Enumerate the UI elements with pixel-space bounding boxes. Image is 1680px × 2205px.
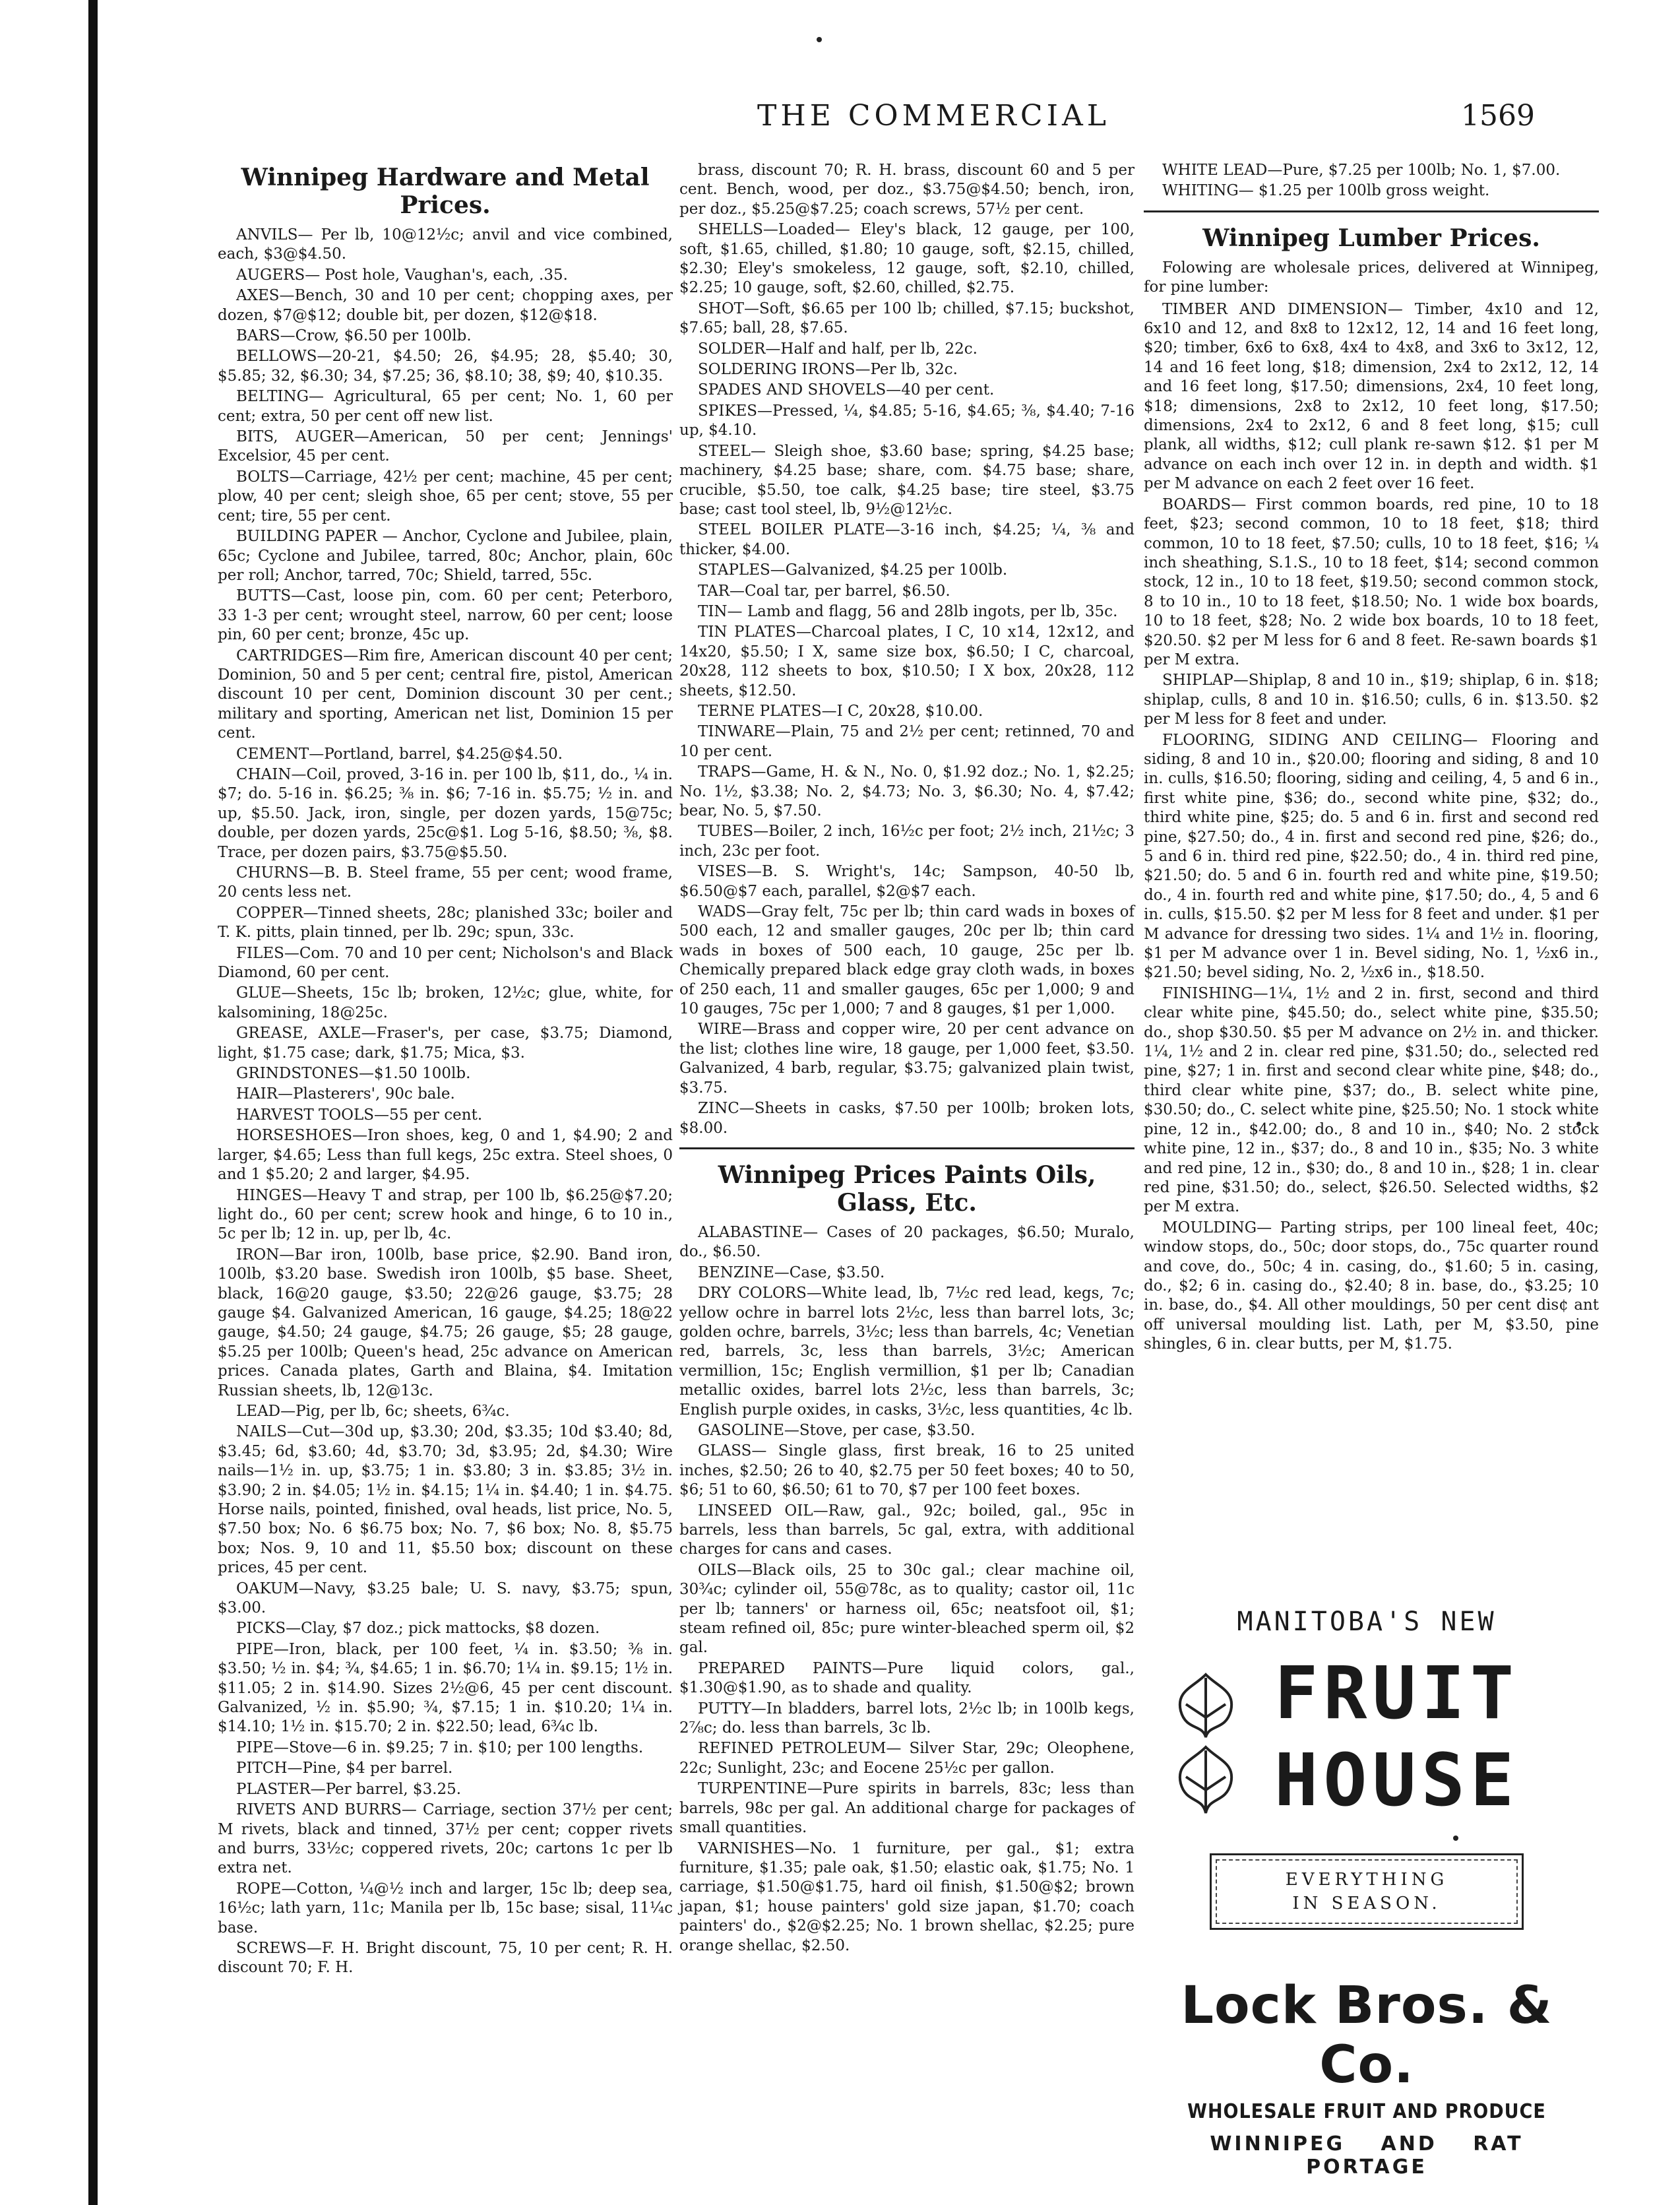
price-entry: BOARDS— First common boards, red pine, 10 to 18 feet, $23; second common, 10 to 18 feet, $18; third common, 10 to 18 feet, $7.50; culls, 10 to 18 feet, $16; ¼ inch sheathing, S.1.S., 10 to 18 feet, $14; second common stock, 12 in., 10 to 18 feet, $19.50; second common stock, 8 to 10 in., 10 to 18 feet, $18.50; No. 1 wide box boards, 10 to 18 feet, $28; No. 2 wide box boards, 10 to 18 feet, $20.50. $2 per M less for 6 and 8 feet. Re-sawn boards $1 per M extra.	[1144, 495, 1599, 668]
lumber-entries	[1144, 300, 1599, 1355]
price-entry: STEEL— Sleigh shoe, $3.60 base; spring, $4.25 base; machinery, $4.25 base; share, com. $4.75 base; share, crucible, $5.50, toe calk, $4.25 base; tire steel, $3.75 base; cast tool steel, lb, 9½@12½c.	[679, 442, 1135, 518]
price-entry: TIMBER AND DIMENSION— Timber, 4x10 and 12, 6x10 and 12, and 8x8 to 12x12, 12, 14 and 16 feet long, $20; timber, 6x6 to 6x8, 4x4 to 4x8, and 3x6 to 3x12, 12, 14 and 16 feet long, $18; dimension, 2x4 to 2x12, 12, 14 and 16 feet long, $17.50; dimensions, 2x4, 10 feet long, $18; dimensions, 2x8 to 2x12, 10 feet long, $17.50; dimensions, 2x4 to 2x12, 6 and 8 feet long, $15; cull plank, all widths, $12; cull plank re-sawn $12. $1 per M advance on each inch over 12 in. in depth and width. $1 per M advance on each 2 feet over 16 feet.	[1144, 300, 1599, 493]
price-entry: WHITING— $1.25 per 100lb gross weight.	[1162, 182, 1490, 200]
paints-section-title: Winnipeg Prices Paints Oils, Glass, Etc.	[718, 1161, 1096, 1217]
ad-tagline: MANITOBA'S NEW	[1237, 1607, 1497, 1637]
price-entry: CEMENT—Portland, barrel, $4.25@$4.50.	[236, 745, 563, 763]
price-entry: PICKS—Clay, $7 doz.; pick mattocks, $8 dozen.	[236, 1620, 600, 1638]
column-1	[218, 161, 673, 1979]
price-entry: BELLOWS—20-21, $4.50; 26, $4.95; 28, $5.40; 30, $5.85; 32, $6.30; 34, $7.25; 36, $8.10; 38, $9; 40, $10.35.	[218, 348, 673, 385]
price-entry: COPPER—Tinned sheets, 28c; planished 33c; boiler and T. K. pitts, plain tinned, per lb. 29c; spun, 33c.	[218, 904, 673, 942]
price-entry: BITS, AUGER—American, 50 per cent; Jennings' Excelsior, 45 per cent.	[218, 428, 673, 465]
price-entry: TIN— Lamb and flagg, 56 and 28lb ingots, per lb, 35c.	[698, 602, 1118, 620]
price-entry: BOLTS—Carriage, 42½ per cent; machine, 45 per cent; plow, 40 per cent; sleigh shoe, 65 per cent; stove, 55 per cent; tire, 55 per cent.	[218, 468, 673, 525]
grape-leaf-icon	[1173, 1671, 1239, 1816]
price-entry: MOULDING— Parting strips, per 100 lineal feet, 40c; window stops, do., 50c; door stops, do., 75c quarter round and cove, do., 50c; 4 in. casing, do., $1.60; 5 in. casing, do., $2; 6 in. casing do., $2.40; 8 in. base, do., $3.25; 10 in. base, do., $4. All other mouldings, 50 per cent dis¢ ant off universal moulding list. Lath, per M, $3.50, pine shingles, 6 in. clear butts, per M, $1.75.	[1144, 1219, 1599, 1353]
running-title: THE COMMERCIAL	[757, 99, 1110, 133]
price-entry: CHAIN—Coil, proved, 3-16 in. per 100 lb, $11, do., ¼ in. $7; do. 5-16 in. $6.25; ⅜ in. $6; 7-16 in. $5.75; ½ in. and up, $5.50. Jack, iron, single, per dozen yards, 15@75c; double, per dozen yards, 25c@$1. Log 5-16, $8.50; ⅜, $8. Trace, per dozen pairs, $3.75@$5.50.	[218, 765, 673, 861]
price-entry: SHELLS—Loaded— Eley's black, 12 gauge, per 100, soft, $1.65, chilled, $1.80; 10 gauge, soft, $2.15, chilled, $2.30; Eley's smokeless, 12 gauge, soft, $2.10, chilled, $2.25; 10 gauge, soft, $2.60, chilled, $2.75.	[679, 221, 1135, 297]
price-entry: FLOORING, SIDING AND CEILING— Flooring and siding, 8 and 10 in., $20.00; flooring and siding, 8 and 10 in. culls, $16.50; flooring, siding and ceiling, 4, 5 and 6 in., first white pine, $36; do., second white pine, $32; do., third white pine, $25; do. 5 and 6 in. first and second red pine, $27.50; do., 4 in. first and second red pine, $26; do., 5 and 6 in. third red pine, $22.50; do., 4 in. third red pine, $21.50; do. 5 and 6 in. fourth red and white pine, $19.50; do., 4 in. fourth red and white pine, $17.50; do., 4, 5 and 6 in. culls, $15.50. $2 per M less for 8 feet and under. $1 per M advance for dressing two sides. 1¼ and 1½ in. flooring, $1 per M advance over 1 in. Bevel siding, No. 1, ½x6 in., $21.50; bevel siding, No. 2, ½x6 in., $18.50.	[1144, 731, 1599, 982]
banner-line-1: EVERYTHING	[1285, 1870, 1448, 1890]
lumber-intro: Folowing are wholesale prices, delivered at Winnipeg, for pine lumber:	[1144, 259, 1599, 296]
price-entry: OAKUM—Navy, $3.25 bale; U. S. navy, $3.75; spun, $3.00.	[218, 1580, 673, 1617]
price-entry: HARVEST TOOLS—55 per cent.	[236, 1106, 483, 1124]
column-2	[679, 161, 1135, 1957]
ad-logo	[1149, 1653, 1584, 1831]
price-entry: HORSESHOES—Iron shoes, keg, 0 and 1, $4.90; 2 and larger, $4.65; Less than full kegs, 25c extra. Steel shoes, 0 and 1 $5.20; 2 and larger, $4.95.	[218, 1127, 673, 1184]
price-entry: PLASTER—Per barrel, $3.25.	[236, 1780, 462, 1798]
price-entry: SHOT—Soft, $6.65 per 100 lb; chilled, $7.15; buckshot, $7.65; ball, 28, $7.65.	[679, 300, 1135, 337]
price-entry: PIPE—Iron, black, per 100 feet, ¼ in. $3.50; ⅜ in. $3.50; ½ in. $4; ¾, $4.65; 1 in. $6.70; 1¼ in. $9.15; 1½ in. $11.05; 2 in. $14.90. Sizes 2½@6, 45 per cent discount. Galvanized, ½ in. $5.90; ¾, $7.15; 1 in. $10.20; 1¼ in. $14.10; 1½ in. $15.70; 2 in. $22.50; lead, 6¾c lb.	[218, 1640, 673, 1736]
price-entry: ZINC—Sheets in casks, $7.50 per 100lb; broken lots, $8.00.	[679, 1100, 1135, 1137]
price-entry: TRAPS—Game, H. & N., No. 0, $1.92 doz.; No. 1, $2.25; No. 1½, $3.38; No. 2, $4.73; No. 3, $6.30; No. 4, $7.42; bear, No. 5, $7.50.	[679, 763, 1135, 819]
price-entry: ANVILS— Per lb, 10@12½c; anvil and vice combined, each, $3@$4.50.	[218, 226, 673, 263]
section-divider	[679, 1147, 1135, 1149]
price-entry: TIN PLATES—Charcoal plates, I C, 10 x14, 12x12, and 14x20, $5.50; I X, same size box, $6.50; I C, charcoal, 20x28, 112 sheets to box, $10.50; I X box, 20x28, 112 sheets, $12.50.	[679, 623, 1135, 699]
section-divider	[1144, 210, 1599, 212]
price-entry: LINSEED OIL—Raw, gal., 92c; boiled, gal., 95c in barrels, less than barrels, 5c gal, extra, with additional charges for cans and cases.	[679, 1502, 1135, 1558]
price-entry: AUGERS— Post hole, Vaughan's, each, .35.	[236, 266, 568, 284]
price-entry: REFINED PETROLEUM— Silver Star, 29c; Oleophene, 22c; Sunlight, 23c; and Eocene 25½c per gallon.	[679, 1740, 1135, 1777]
paints-entries-continued	[1144, 161, 1599, 201]
price-entry: CHURNS—B. B. Steel frame, 55 per cent; wood frame, 20 cents less net.	[218, 864, 673, 901]
price-entry: GREASE, AXLE—Fraser's, per case, $3.75; Diamond, light, $1.75 case; dark, $1.75; Mica, $3.	[218, 1025, 673, 1062]
price-entry: ALABASTINE— Cases of 20 packages, $6.50; Muralo, do., $6.50.	[679, 1223, 1135, 1261]
hardware-entries-continued	[679, 161, 1135, 1138]
price-entry: NAILS—Cut—30d up, $3.30; 20d, $3.35; 10d $3.40; 8d, $3.45; 6d, $3.60; 4d, $3.70; 3d, $3.95; 2d, $4.30; Wire nails—1½ in. up, $3.75; 1 in. $3.80; 3 in. $3.85; 3½ in. $3.90; 2 in. $4.05; 1½ in. $4.15; 1¼ in. $4.40; 1 in. $4.75. Horse nails, pointed, finished, oval heads, list price, No. 5, $7.50 box; No. 6 $6.75 box; No. 7, $6 box; No. 8, $5.75 box; Nos. 9, 10 and 11, $5.50 box; discount on these prices, 45 per cent.	[218, 1423, 673, 1577]
price-entry: PREPARED PAINTS—Pure liquid colors, gal., $1.30@$1.90, as to shade and quality.	[679, 1659, 1135, 1697]
price-entry: WADS—Gray felt, 75c per lb; thin card wads in boxes of 500 each, 12 and smaller gauges, 20c per lb; thin card wads in boxes of 500 each, 10 gauge, 25c per lb. Chemically prepared black edge gray cloth wads, in boxes of 250 each, 11 and smaller gauges, 65c per 1,000; 9 and 10 gauges, 75c per 1,000; 7 and 8 gauges, $1 per 1,000.	[679, 903, 1135, 1018]
price-entry: GASOLINE—Stove, per case, $3.50.	[698, 1421, 976, 1439]
price-entry: BUILDING PAPER — Anchor, Cyclone and Jubilee, plain, 65c; Cyclone and Jubilee, tarred, 80c; Anchor, plain, 60c per roll; Anchor, tarred, 70c; Shield, tarred, 55c.	[218, 528, 673, 584]
fruit-house-advertisement	[1149, 1600, 1584, 2179]
ad-word-house: HOUSE	[1274, 1738, 1520, 1822]
price-entry: TUBES—Boiler, 2 inch, 16½c per foot; 2½ inch, 21½c; 3 inch, 23c per foot.	[679, 823, 1135, 860]
lumber-section-title: Winnipeg Lumber Prices.	[1202, 224, 1540, 252]
price-entry: GLASS— Single glass, first break, 16 to 25 united inches, $2.50; 26 to 40, $2.75 per 50 feet boxes; 40 to 50, $6; 51 to 60, $6.50; 61 to 70, $7 per 100 feet boxes.	[679, 1442, 1135, 1499]
price-entry: BELTING— Agricultural, 65 per cent; No. 1, 60 per cent; extra, 50 per cent off new list.	[218, 388, 673, 425]
column-3	[1144, 161, 1599, 1356]
price-entry: SOLDER—Half and half, per lb, 22c.	[698, 340, 978, 358]
price-entry: TINWARE—Plain, 75 and 2½ per cent; retinned, 70 and 10 per cent.	[679, 723, 1135, 760]
ad-banner	[1210, 1853, 1524, 1930]
paints-entries	[679, 1223, 1135, 1956]
price-entry: STAPLES—Galvanized, $4.25 per 100lb.	[698, 561, 1008, 579]
firm-locations: WINNIPEG AND RAT PORTAGE	[1210, 2132, 1524, 2179]
firm-name: Lock Bros. & Co.	[1181, 1976, 1553, 2095]
price-entry: OILS—Black oils, 25 to 30c gal.; clear machine oil, 30¾c; cylinder oil, 55@78c, as to quality; castor oil, 11c per lb; tanners' or harness oil, 65c; neatsfoot oil, $1; steam refined oil, 85c; pure winter-bleached sperm oil, $2 gal.	[679, 1561, 1135, 1657]
price-entry: GLUE—Sheets, 15c lb; broken, 12½c; glue, white, for kalsomining, 18@25c.	[218, 984, 673, 1021]
price-entry: VISES—B. S. Wright's, 14c; Sampson, 40-50 lb, $6.50@$7 each, parallel, $2@$7 each.	[679, 863, 1135, 900]
price-entry: TERNE PLATES—I C, 20x28, $10.00.	[698, 702, 983, 720]
ink-speck	[817, 37, 822, 42]
price-entry: IRON—Bar iron, 100lb, base price, $2.90. Band iron, 100lb, $3.20 base. Swedish iron 100lb, $5 base. Sheet, black, 16@20 gauge, $3.50; 22@26 gauge, $3.75; 28 gauge $4. Galvanized American, 16 gauge, $4.25; 18@22 gauge, $4.50; 24 gauge, $4.75; 26 gauge, $5; 28 gauge, $5.25 per 100lb; Queen's head, 25c advance on American prices. Canada plates, Garth and Blaina, $4. Imitation Russian sheets, lb, 12@13c.	[218, 1246, 673, 1399]
price-entry: RIVETS AND BURRS— Carriage, section 37½ per cent; M rivets, black and tinned, 37½ per cent; copper rivets and burrs, 33½c; coppered rivets, 20c; cartons 1c per lb extra net.	[218, 1801, 673, 1877]
price-entry: PIPE—Stove—6 in. $9.25; 7 in. $10; per 100 lengths.	[236, 1739, 644, 1756]
price-entry: SPIKES—Pressed, ¼, $4.85; 5-16, $4.65; ⅜, $4.40; 7-16 up, $4.10.	[679, 402, 1135, 439]
price-entry: AXES—Bench, 30 and 10 per cent; chopping axes, per dozen, $7@$12; double bit, per dozen, $12@$18.	[218, 287, 673, 324]
price-entry: PUTTY—In bladders, barrel lots, 2½c lb; in 100lb kegs, 2⅞c; do. less than barrels, 3c lb.	[679, 1700, 1135, 1737]
price-entry: SPADES AND SHOVELS—40 per cent.	[698, 381, 995, 399]
price-entry: brass, discount 70; R. H. brass, discount 60 and 5 per cent. Bench, wood, per doz., $3.75@$4.50; bench, iron, per doz., $5.25@$7.25; coach screws, 57½ per cent.	[679, 162, 1135, 218]
price-entry: HINGES—Heavy T and strap, per 100 lb, $6.25@$7.20; light do., 60 per cent; screw hook and hinge, 6 to 10 in., 5c per lb; 12 in. up, per lb, 4c.	[218, 1186, 673, 1243]
price-entry: BENZINE—Case, $3.50.	[698, 1263, 885, 1281]
page-number: 1569	[1461, 99, 1535, 133]
price-entry: BUTTS—Cast, loose pin, com. 60 per cent; Peterboro, 33 1-3 per cent; wrought steel, narrow, 60 per cent; loose pin, 60 per cent; bronze, 45c up.	[218, 587, 673, 644]
hardware-section-title: Winnipeg Hardware and Metal Prices.	[241, 164, 650, 219]
price-entry: HAIR—Plasterers', 90c bale.	[236, 1085, 455, 1103]
price-entry: FINISHING—1¼, 1½ and 2 in. first, second and third clear white pine, $45.50; do., select white pine, $35.50; do., shop $30.50. $5 per M advance on 2½ in. and thicker. 1¼, 1½ and 2 in. clear red pine, $31.50; do., selected red pine, $27; 1 in. first and second clear white pine, $48; do., third clear white pine, $37; do., B. select white pine, $30.50; do., C. select white pine, $25.50; No. 1 stock white pine, 12 in., $42.00; do., 8 and 10 in., $40; No. 2 stock white pine, 12 in., $37; do., 8 and 10 in., $35; No. 3 white and red pine, 12 in., $30; do., 8 and 10 in., $28; 1 in. clear red pine, $31.50; do., select, $26.50. Selected widths, $2 per M extra.	[1144, 984, 1599, 1216]
hardware-entries	[218, 226, 673, 1978]
firm-description: WHOLESALE FRUIT AND PRODUCE	[1187, 2100, 1546, 2123]
price-entry: TAR—Coal tar, per barrel, $6.50.	[698, 582, 950, 600]
price-entry: CARTRIDGES—Rim fire, American discount 40 per cent; Dominion, 50 and 5 per cent; central fire, pistol, American discount 10 per cent, Dominion discount 30 per cent.; military and sporting, American net list, Dominion 15 per cent.	[218, 647, 673, 742]
price-entry: STEEL BOILER PLATE—3-16 inch, $4.25; ¼, ⅜ and thicker, $4.00.	[679, 521, 1135, 558]
price-entry: PITCH—Pine, $4 per barrel.	[236, 1760, 453, 1777]
price-entry: TURPENTINE—Pure spirits in barrels, 83c; less than barrels, 98c per gal. An additional charge for packages of small quantities.	[679, 1780, 1135, 1837]
price-entry: LEAD—Pig, per lb, 6c; sheets, 6¾c.	[236, 1402, 510, 1420]
price-entry: SCREWS—F. H. Bright discount, 75, 10 per cent; R. H. discount 70; F. H.	[218, 1939, 673, 1977]
price-entry: VARNISHES—No. 1 furniture, per gal., $1; extra furniture, $1.35; pale oak, $1.50; elastic oak, $1.75; No. 1 carriage, $1.50@$1.75, hard oil finish, $1.50@$2; brown japan, $1; house painters' gold size japan, $1.70; coach painters' do., $2@$2.25; No. 1 brown shellac, $2.25; pure orange shellac, $2.50.	[679, 1839, 1135, 1954]
price-entry: BARS—Crow, $6.50 per 100lb.	[236, 327, 472, 345]
ad-word-fruit: FRUIT	[1274, 1651, 1520, 1735]
price-entry: SHIPLAP—Shiplap, 8 and 10 in., $19; shiplap, 6 in. $18; shiplap, culls, 8 and 10 in. $16.50; culls, 6 in. $13.50. $2 per M less for 8 feet and under.	[1144, 672, 1599, 728]
price-entry: DRY COLORS—White lead, lb, 7½c red lead, kegs, 7c; yellow ochre in barrel lots 2½c, less than barrel lots, 3c; golden ochre, barrels, 3½c; less than barrels, 4c; Venetian red, barrels, 3c, less than barrels, 3½c; American vermillion, 15c; English vermillion, $1 per lb; Canadian metallic oxides, barrel lots 2½c, less than barrels, 3c; English purple oxides, in casks, 3½c, less quantities, 4c lb.	[679, 1285, 1135, 1419]
price-entry: GRINDSTONES—$1.50 100lb.	[236, 1065, 471, 1083]
price-entry: SOLDERING IRONS—Per lb, 32c.	[698, 361, 958, 379]
price-entry: ROPE—Cotton, ¼@½ inch and larger, 15c lb; deep sea, 16½c; lath yarn, 11c; Manila per lb, 15c base; sisal, 11¼c base.	[218, 1880, 673, 1936]
scan-edge	[88, 0, 98, 2205]
price-entry: WHITE LEAD—Pure, $7.25 per 100lb; No. 1, $7.00.	[1162, 162, 1561, 179]
banner-line-2: IN SEASON.	[1292, 1894, 1441, 1913]
price-entry: WIRE—Brass and copper wire, 20 per cent advance on the list; clothes line wire, 18 gauge, per 1,000 feet, $3.50. Galvanized, 4 barb, regular, $3.75; galvanized plain twist, $3.75.	[679, 1021, 1135, 1097]
price-entry: FILES—Com. 70 and 10 per cent; Nicholson's and Black Diamond, 60 per cent.	[218, 944, 673, 982]
